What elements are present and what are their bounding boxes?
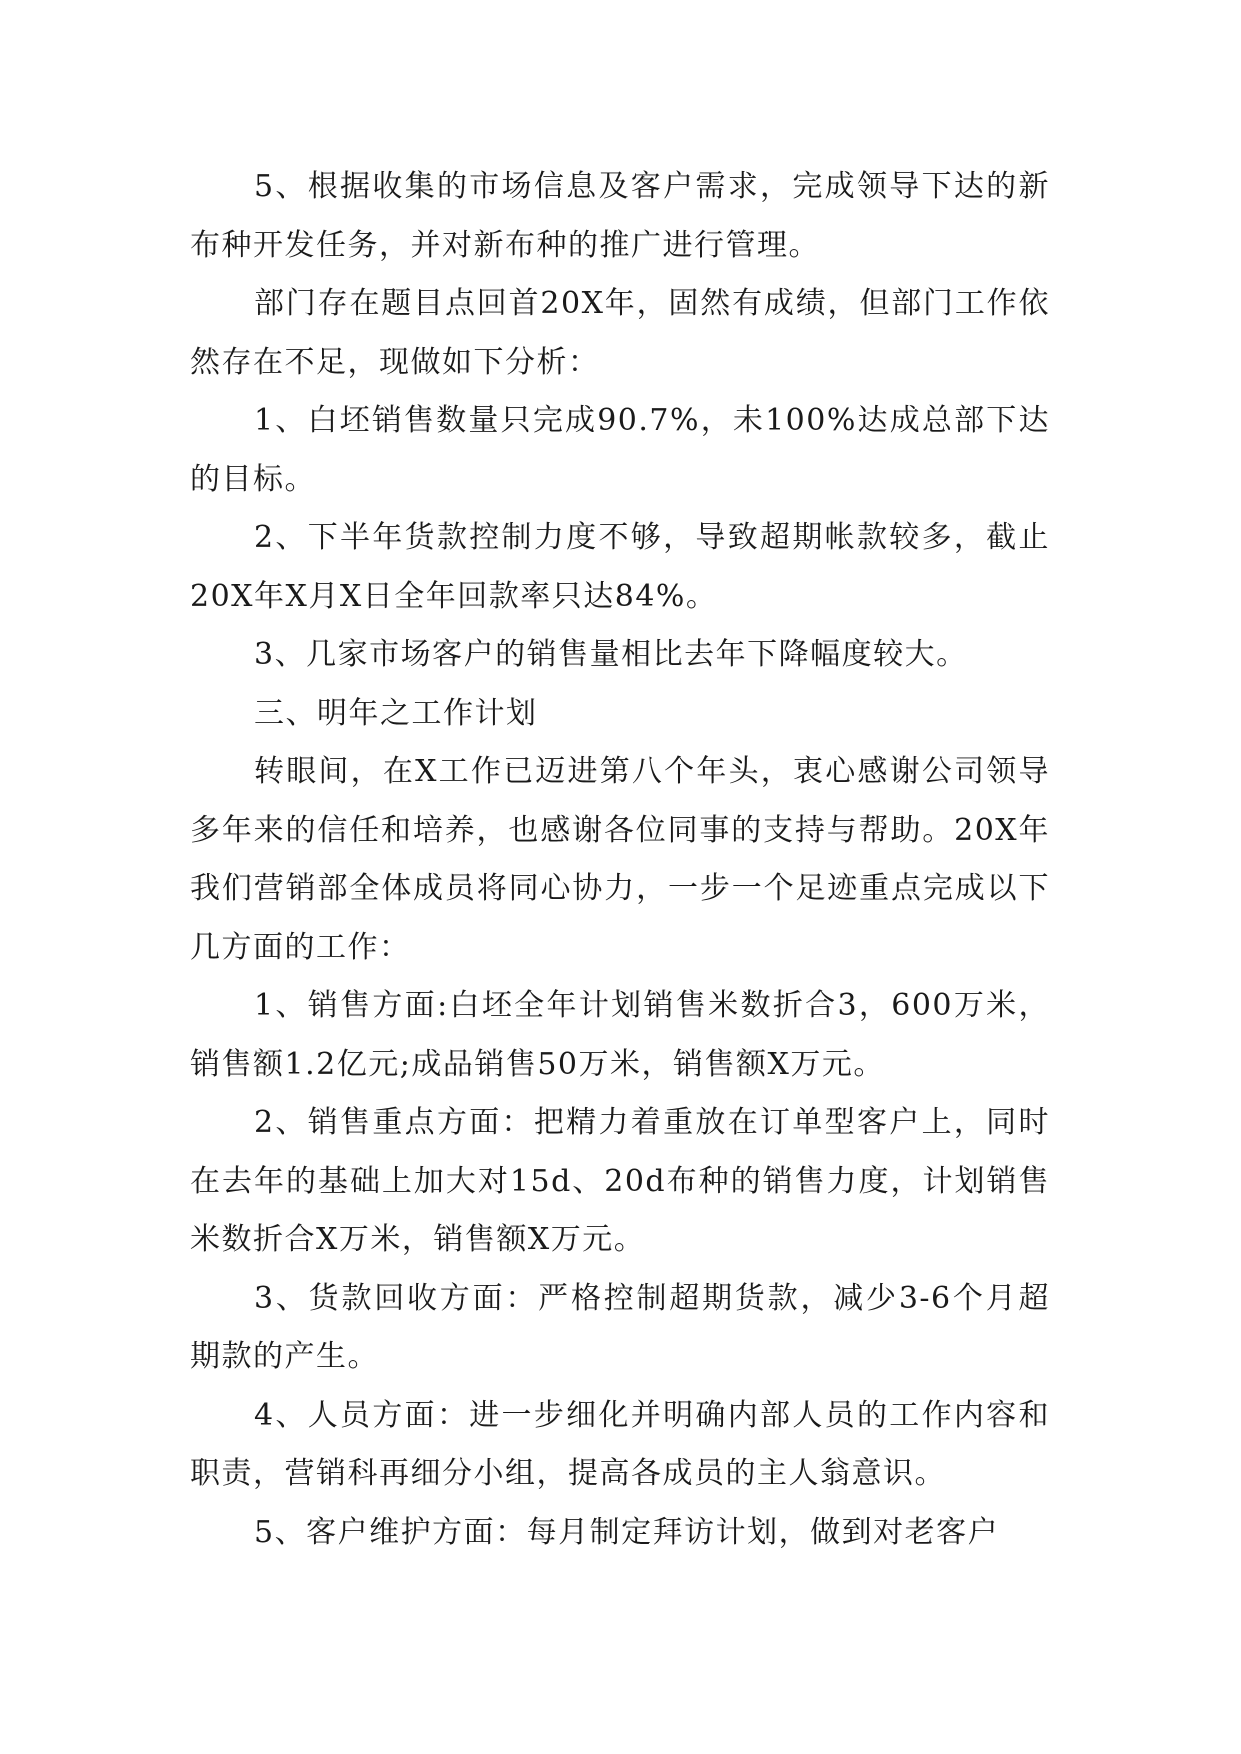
- paragraph-shortcoming-payment-control: 2、下半年货款控制力度不够，导致超期帐款较多，截止20X年X月X日全年回款率只达84%。: [190, 520, 1050, 614]
- section-heading-next-year-plan: 三、明年之工作计划: [254, 695, 538, 731]
- paragraph-plan-intro: 转眼间，在X工作已迈进第八个年头，衷心感谢公司领导多年来的信任和培养，也感谢各位同事的支持与帮助。20X年我们营销部全体成员将同心协力，一步一个足迹重点完成以下几方面的工作：: [190, 754, 1050, 965]
- document-body: [190, 158, 1050, 1562]
- paragraph-plan-sales: 1、销售方面:白坯全年计划销售米数折合3，600万米，销售额1.2亿元;成品销售50万米，销售额X万元。: [190, 988, 1050, 1082]
- paragraph-plan-payment-collection: 3、货款回收方面：严格控制超期货款，减少3-6个月超期款的产生。: [190, 1280, 1050, 1374]
- paragraph-plan-sales-focus: 2、销售重点方面：把精力着重放在订单型客户上，同时在去年的基础上加大对15d、20d布种的销售力度，计划销售米数折合X万米，销售额X万元。: [190, 1105, 1050, 1257]
- paragraph-shortcoming-sales-volume: 1、白坯销售数量只完成90.7%，未100%达成总部下达的目标。: [190, 403, 1050, 497]
- paragraph-shortcoming-customer-decline: 3、几家市场客户的销售量相比去年下降幅度较大。: [254, 637, 968, 672]
- paragraph-plan-customer-maintenance: 5、客户维护方面：每月制定拜访计划，做到对老客户: [254, 1514, 1000, 1550]
- paragraph-department-shortcomings-intro: 部门存在题目点回首20X年，固然有成绩，但部门工作依然存在不足，现做如下分析：: [190, 286, 1050, 380]
- paragraph-plan-personnel: 4、人员方面：进一步细化并明确内部人员的工作内容和职责，营销科再细分小组，提高各成员的主人翁意识。: [190, 1397, 1050, 1491]
- paragraph-new-fabric-development: 5、根据收集的市场信息及客户需求，完成领导下达的新布种开发任务，并对新布种的推广进行管理。: [190, 169, 1050, 263]
